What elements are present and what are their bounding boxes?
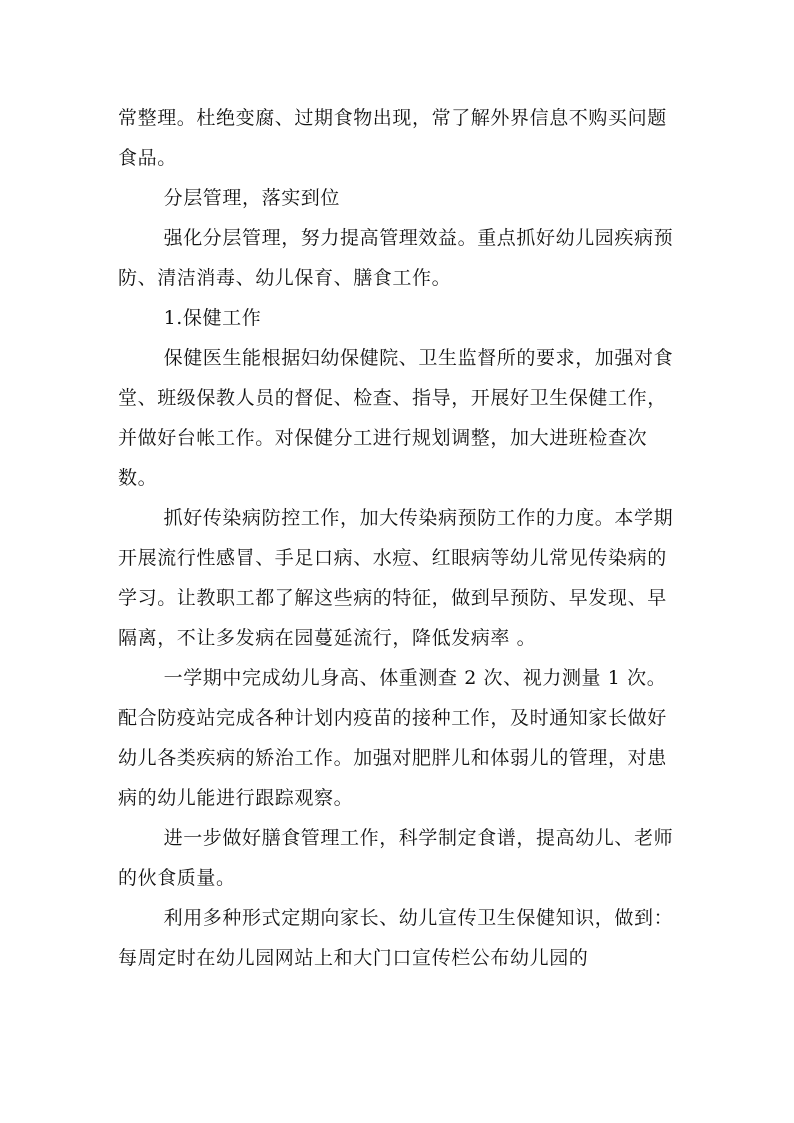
paragraph-measurements: 一学期中完成幼儿身高、体重测查 2 次、视力测量 1 次。配合防疫站完成各种计划内疫苗的接种工作，及时通知家长做好幼儿各类疾病的矫治工作。加强对肥胖儿和体弱儿的管理，对患病的幼儿能进行跟踪观察。 (118, 667, 667, 809)
paragraph-layered-management: 强化分层管理，努力提高管理效益。重点抓好幼儿园疾病预防、清洁消毒、幼儿保育、膳食工作。 (118, 227, 674, 289)
paragraph-infectious-disease: 抓好传染病防控工作，加大传染病预防工作的力度。本学期开展流行性感冒、手足口病、水痘、红眼病等幼儿常见传染病的学习。让教职工都了解这些病的特征，做到早预防、早发现、早隔离，不让多发病在园蔓延流行，降低发病率 。 (118, 507, 674, 649)
paragraph-health-publicity: 利用多种形式定期向家长、幼儿宣传卫生保健知识，做到：每周定时在幼儿园网站上和大门口宣传栏公布幼儿园的 (118, 907, 674, 969)
paragraph-meal-management: 进一步做好膳食管理工作，科学制定食谱，提高幼儿、老师的伙食质量。 (118, 827, 674, 889)
document-body (118, 98, 678, 978)
subsection-heading-health-care: 1.保健工作 (163, 307, 262, 329)
paragraph-food-management-end: 常整理。杜绝变腐、过期食物出现，常了解外界信息不购买问题食品。 (118, 107, 667, 169)
paragraph-health-doctor: 保健医生能根据妇幼保健院、卫生监督所的要求，加强对食堂、班级保教人员的督促、检查、指导，开展好卫生保健工作，并做好台帐工作。对保健分工进行规划调整，加大进班检查次数。 (118, 347, 674, 489)
section-heading-layered-management: 分层管理，落实到位 (163, 187, 340, 209)
